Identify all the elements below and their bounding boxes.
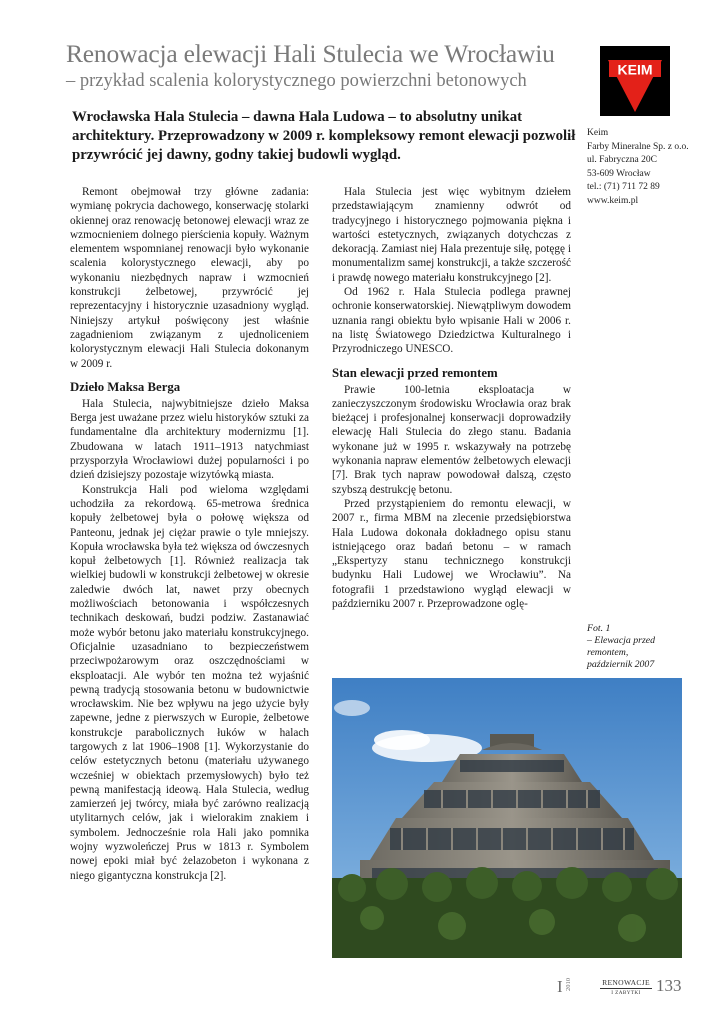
- keim-logo-icon: [600, 46, 670, 116]
- photo-caption: [587, 623, 697, 671]
- lead-text: Wrocławska Hala Stulecia – dawna Hala Ludowa – to absolutny unikat architektury. Przeprowadzony w 2009 r. kompleksowy remont elewacji pozwolił przywrócić jej dawny, godny takiej budowli wygląd.: [72, 109, 576, 163]
- footer-volume: I: [557, 977, 563, 996]
- body-paragraph: Konstrukcja Hali pod wieloma względami uchodziła za rekordową. 65-metrowa średnica kopuły żelbetowej była o połowę większa od Panteonu, jednak jej ciężar prawie o tyle mniejszy. Kopuła wrocławska była też większa od ówczesnych kopuł żelbetowych [1]. Również realizacja tak wielkiej budowli w konstrukcji żelbetowej w okresie zaledwie dwóch lat, nawet przy obecnych możliwościach betonowania i współczesnych technikach deskowań, budzi podziw. Zastanawiać może wybór betonu jako materiału konstrukcyjnego. Oficjalnie uzasadniano to bezpieczeństwem przeciwpożarowym oraz oszczędnościami w eksploatacji. Ale wybór ten można też wyjaśnić pewną tradycją stosowania betonu w budownictwie wrocławskim. Nie bez wpływu na jego użycie były zapewne, jedne z pierwszych w Europie, żelbetowe konstrukcje parabolicznych łuków w halach targowych z lat 1906–1908 [1]. Wykorzystanie do celów estetycznych betonu (materiału używanego wcześniej w obiektach przemysłowych) było też pewną manifestacją ideową. Hala Stulecia, według zamierzeń jej twórcy, miała być zarówno realizacją utylitarnych celów, jak i wielorakim znakiem i symbolem. Jednocześnie rola Hali jako pomnika wojny wyzwoleńczej Prus w 1813 r. Symbolem nowej epoki miał być żelazobeton i wykonana z niego gigantyczna konstrukcja [2].: [70, 483, 309, 882]
- caption-line: październik 2007: [587, 659, 655, 670]
- caption-line: Fot. 1: [587, 623, 611, 634]
- keim-logo: [600, 46, 670, 116]
- hall-photo-image: [332, 678, 682, 958]
- caption-line: – Elewacja przed: [587, 635, 656, 646]
- page-number: 133: [656, 976, 682, 995]
- caption-line: remontem,: [587, 647, 629, 658]
- section-heading-berg: Dzieło Maksa Berga: [70, 379, 181, 394]
- contact-web: www.keim.pl: [587, 195, 639, 206]
- article-subtitle: – przykład scalenia kolorystycznego powierzchni betonowych: [66, 71, 527, 91]
- hall-photo: [332, 678, 682, 958]
- contact-street: ul. Fabryczna 20C: [587, 155, 657, 166]
- column-left: [70, 185, 309, 883]
- contact-company: Keim: [587, 128, 609, 138]
- article-title-block: [66, 38, 586, 93]
- contact-name: Farby Mineralne Sp. z o.o.: [587, 141, 689, 152]
- logo-text: KEIM: [617, 61, 653, 78]
- contact-phone: tel.: (71) 711 72 89: [587, 182, 660, 193]
- magazine-name-line1: RENOWACJE: [600, 978, 652, 989]
- magazine-name-line2: I ZABYTKI: [611, 990, 641, 996]
- body-paragraph: Prawie 100-letnia eksploatacja w zanieczyszczonym środowisku Wrocławia oraz brak bieżącej i profesjonalnej konserwacji doprowadziły elewację Hali Stulecia do złego stanu. Badania wykonane już w 1995 r. wskazywały na potrzebę wykonania napraw elementów żelbetowych elewacji [7]. Brak tych napraw powodował dalszą, często szybszą destrukcję betonu.: [332, 383, 571, 496]
- body-paragraph: Od 1962 r. Hala Stulecia podlega prawnej ochronie konserwatorskiej. Niewątpliwym dowodem uznania rangi obiektu było wpisanie Hali w 2006 r. na listę Światowego Dziedzictwa Kulturalnego i Przyrodniczego UNESCO.: [332, 286, 571, 356]
- contact-block: [587, 127, 707, 209]
- magazine-logo: [600, 978, 652, 997]
- body-paragraph: Hala Stulecia, najwybitniejsze dzieło Maksa Berga jest uważane przez wielu historyków sztuki za fundamentalne dla architektury modernizmu [1]. Zbudowana w latach 1911–1913 natychmiast przysporzyła Wrocławiowi dużej popularności i po dzień dzisiejszy pozostaje wizytówką miasta.: [70, 397, 309, 482]
- column-right: [332, 185, 571, 611]
- intro-paragraph: Remont obejmował trzy główne zadania: wymianę pokrycia dachowego, konserwację stolarki okiennej oraz renowację betonowej elewacji wraz ze wzmocnieniem dolnego pierścienia kopuły. Ważnym elementem wspomnianej renowacji było wykonanie scalenia kolorystycznego elewacji, aby po wykonaniu niezbędnych napraw i wzmocnień konstrukcji żelbetowej, przywrócić jej reprezentacyjny i historycznie uzasadniony wygląd. Niniejszy artykuł poświęcony jest właśnie zagadnieniom związanym z ujednoliceniem kolorystycznym elewacji Hali Stulecia dokonanym w 2009 r.: [70, 186, 309, 370]
- lead-paragraph: [72, 108, 578, 165]
- contact-city: 53-609 Wrocław: [587, 168, 651, 179]
- section-heading-condition: Stan elewacji przed remontem: [332, 365, 498, 380]
- article-title: Renowacja elewacji Hali Stulecia we Wrocławiu: [66, 39, 555, 68]
- body-paragraph: Przed przystąpieniem do remontu elewacji, w 2007 r., firma MBM na zlecenie przedsiębiorstwa Hala Ludowa dokonała dokładnego opisu stanu istniejącego oraz badań betonu – w ramach „Ekspertyzy stanu technicznego konstrukcji budynku Hali Ludowej we Wrocławiu”. Na fotografii 1 przedstawiono wygląd elewacji w październiku 2007 r. Przeprowadzone oglę-: [332, 497, 571, 611]
- body-paragraph: Hala Stulecia jest więc wybitnym dziełem przedstawiającym znamienny odwrót od tradycyjnego i historycznego pojmowania piękna i wartości estetycznych, związanych dotychczas z dekoracją. Zamiast niej Hala prezentuje siłę, potęgę i monumentalizm samej konstrukcji, a także szczerość i prawdę nowego materiału konstrukcyjnego [2].: [332, 186, 571, 284]
- footer-year: 2010: [565, 978, 572, 992]
